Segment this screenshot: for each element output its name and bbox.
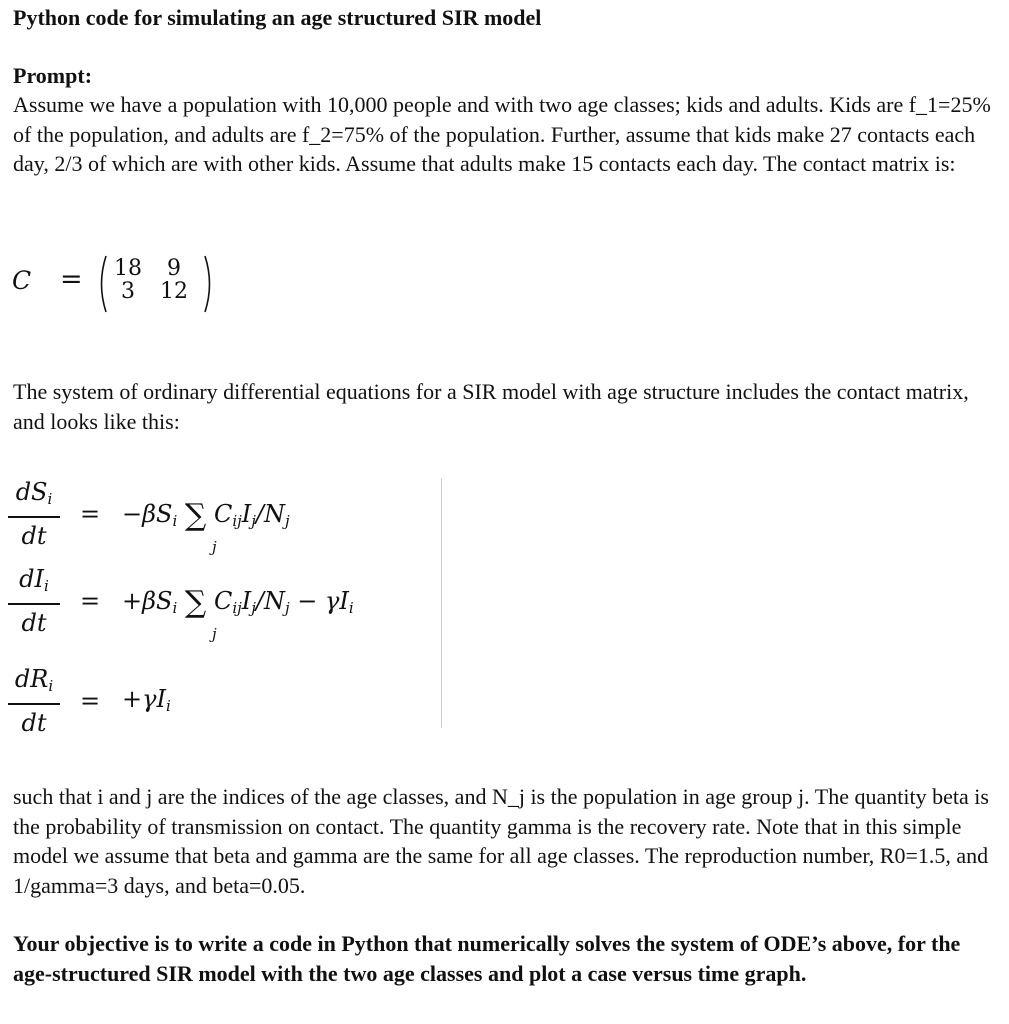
eq3-numerator: dR xyxy=(14,665,49,693)
prompt-heading: Prompt: xyxy=(13,63,93,88)
matrix-cell-22: 12 xyxy=(160,279,188,304)
equation-dr-dt xyxy=(0,665,500,735)
contact-matrix xyxy=(10,254,230,316)
eq2-denominator: dt xyxy=(21,608,47,637)
fraction-ds-dt: $dS_i$ dt xyxy=(6,478,62,550)
prompt-paragraph-3: such that i and j are the indices of the age classes, and N_j is the population in age group j. The quantity beta is the probability of transmission on contact. The quantity gamma is the recovery rate. Note that in this simple model we assume that beta and gamma are the same for all age classes. The reproduction number, R0=1.5, and 1/gamma=3 days, and beta=0.05. xyxy=(13,784,989,898)
eq3-equals: = xyxy=(80,687,101,715)
equation-ds-dt xyxy=(0,478,500,556)
ode-system xyxy=(0,470,500,737)
eq1-sum-index: j xyxy=(212,538,217,556)
equation-di-dt xyxy=(0,565,500,643)
eq1-denominator: dt xyxy=(21,521,47,550)
matrix-cell-12: 9 xyxy=(167,256,181,281)
page-title: Python code for simulating an age structured SIR model xyxy=(13,5,542,30)
prompt-paragraph-2: The system of ordinary differential equations for a SIR model with age structure includes the contact matrix, and looks like this: xyxy=(13,379,969,434)
eq2-sum-index: j xyxy=(212,625,217,643)
matrix-symbol: C xyxy=(12,266,32,295)
eq1-rhs: $-\beta S_i$ ∑ $C_{ij}I_j/N_j$ xyxy=(122,498,290,533)
eq2-equals: = xyxy=(80,587,101,615)
matrix-cell-21: 3 xyxy=(121,279,135,304)
fraction-di-dt: $dI_i$ dt xyxy=(6,565,62,637)
matrix-cell-11: 18 xyxy=(114,256,142,281)
matrix-equals: = xyxy=(60,264,83,295)
eq1-numerator: dS xyxy=(15,478,48,506)
eq2-numerator: dI xyxy=(19,565,45,593)
eq3-denominator: dt xyxy=(21,708,47,737)
fraction-dr-dt: $dR_i$ dt xyxy=(6,665,62,737)
eq1-equals: = xyxy=(80,500,101,528)
prompt-paragraph-1: Assume we have a population with 10,000 people and with two age classes; kids and adults. Kids are f_1=25% of the population, and adults are f_2=75% of the population. Further, assume that kids make 27 contacts each day, 2/3 of which are with other kids. Assume that adults make 15 contacts each day. The contact matrix is: xyxy=(13,92,991,176)
eq3-rhs: $+\gamma I_i$ xyxy=(122,685,171,715)
right-paren-icon xyxy=(203,254,215,314)
left-paren-icon xyxy=(96,254,108,314)
objective-statement: Your objective is to write a code in Python that numerically solves the system of ODE’s above, for the age-structured SIR model with the two age classes and plot a case versus time graph. xyxy=(13,931,961,986)
eq2-rhs: $+\beta S_i$ ∑ $C_{ij}I_j/N_j - \gamma I_i$ xyxy=(122,585,354,620)
